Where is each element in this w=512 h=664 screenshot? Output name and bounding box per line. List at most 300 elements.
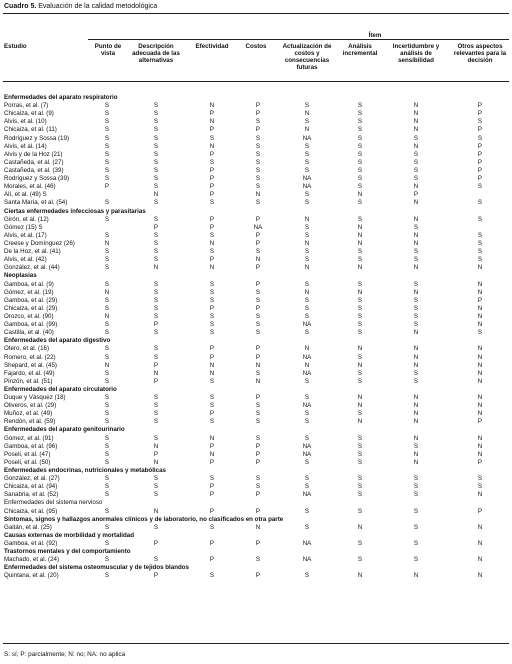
rating-cell: P (209, 183, 215, 191)
rating-cell: N (357, 361, 363, 369)
study-cell: Alvis, et al. (10) (4, 118, 47, 126)
rating-cell: S (104, 102, 110, 110)
rating-cell: P (209, 507, 215, 515)
rating-cell: S (304, 312, 310, 320)
rating-cell: S (357, 304, 363, 312)
study-cell: Alvis, et al. (17) (4, 231, 47, 239)
rating-cell: S (255, 418, 261, 426)
rating-cell: S (357, 329, 363, 337)
col-header-incertidumbre: Incertidumbre y análisis de sensibilidad (392, 43, 440, 64)
rating-cell: S (255, 118, 261, 126)
header-rule (3, 81, 509, 82)
rating-cell: S (304, 483, 310, 491)
study-cell: Gamboa, et al. (92) (4, 540, 58, 548)
rating-cell: P (477, 150, 483, 158)
rating-cell: S (304, 223, 310, 231)
rating-cell: S (153, 166, 159, 174)
rating-cell: N (304, 288, 310, 296)
rating-cell: S (357, 442, 363, 450)
rating-cell: S (477, 256, 483, 264)
rating-cell: S (104, 572, 110, 580)
rating-cell: P (209, 166, 215, 174)
rating-cell: P (477, 142, 483, 150)
table-row (0, 572, 512, 580)
rating-cell: N (209, 102, 215, 110)
study-cell: Duque y Vásquez (18) (4, 394, 66, 402)
rating-cell: N (304, 126, 310, 134)
rating-cell: N (413, 199, 419, 207)
study-cell: Gómez (15) S (4, 223, 43, 231)
rating-cell: S (104, 345, 110, 353)
rating-cell: S (104, 410, 110, 418)
rating-cell: P (255, 345, 261, 353)
rating-cell: P (209, 175, 215, 183)
rating-cell: S (153, 175, 159, 183)
rating-cell: S (255, 142, 261, 150)
rating-cell: N (413, 239, 419, 247)
rating-cell: N (304, 239, 310, 247)
rating-cell: S (413, 134, 419, 142)
rating-cell: S (104, 450, 110, 458)
table-row (0, 491, 512, 499)
study-cell: Pinzón, et al. (51) (4, 377, 53, 385)
rating-cell: N (357, 572, 363, 580)
rating-cell: S (104, 150, 110, 158)
rating-cell: S (304, 507, 310, 515)
rating-cell: N (209, 264, 215, 272)
rating-cell: P (255, 458, 261, 466)
rating-cell: N (477, 304, 483, 312)
table-row (0, 151, 512, 159)
rating-cell: P (255, 126, 261, 134)
rating-cell: N (357, 523, 363, 531)
study-cell: Rodríguez y Sossa (19) (4, 134, 69, 142)
rating-cell: S (477, 134, 483, 142)
rating-cell: S (153, 142, 159, 150)
rating-cell: P (477, 507, 483, 515)
table-row (0, 159, 512, 167)
rating-cell: P (209, 304, 215, 312)
rating-cell: S (153, 483, 159, 491)
rating-cell: S (357, 353, 363, 361)
rating-cell: NA (302, 556, 312, 564)
rating-cell: S (413, 158, 419, 166)
rating-cell: S (357, 369, 363, 377)
rating-cell: S (357, 458, 363, 466)
rating-cell: P (255, 239, 261, 247)
study-cell: Alvis, et al. (14) (4, 142, 47, 150)
rating-cell: S (104, 248, 110, 256)
rating-cell: N (357, 402, 363, 410)
rating-cell: N (413, 231, 419, 239)
table-row (0, 362, 512, 370)
table-row (0, 443, 512, 451)
rating-cell: S (255, 199, 261, 207)
rating-cell: N (477, 345, 483, 353)
col-header-actualizacion: Actualización de costos y consecuencias futuras (282, 43, 332, 71)
rating-cell: NA (302, 450, 312, 458)
study-cell: Creese y Domínguez (26) (4, 239, 75, 247)
study-cell: Alvis, et al. (42) (4, 256, 47, 264)
rating-cell: S (477, 239, 483, 247)
rating-cell: S (477, 199, 483, 207)
rating-cell: NA (302, 321, 312, 329)
rating-cell: N (209, 361, 215, 369)
rating-cell: P (209, 345, 215, 353)
rating-cell: N (477, 450, 483, 458)
table-row (0, 451, 512, 459)
rating-cell: N (255, 377, 261, 385)
study-cell: Gamboa, et al. (29) (4, 296, 58, 304)
rating-cell: S (104, 175, 110, 183)
rating-cell: S (255, 410, 261, 418)
rating-cell: N (413, 215, 419, 223)
study-cell: Chicaiza, et al. (11) (4, 126, 57, 134)
rating-cell: N (255, 361, 261, 369)
rating-cell: N (357, 394, 363, 402)
rating-cell: S (304, 572, 310, 580)
rating-cell: S (153, 280, 159, 288)
rating-cell: N (477, 377, 483, 385)
rating-cell: S (153, 118, 159, 126)
rating-cell: S (209, 475, 215, 483)
rating-cell: P (153, 572, 159, 580)
rating-cell: P (255, 491, 261, 499)
rating-cell: S (413, 483, 419, 491)
table-row (0, 370, 512, 378)
rating-cell: S (255, 475, 261, 483)
rating-cell: S (357, 540, 363, 548)
rating-cell: N (304, 361, 310, 369)
rating-cell: S (357, 296, 363, 304)
rating-cell: S (357, 102, 363, 110)
rating-cell: S (357, 183, 363, 191)
table-row (0, 102, 512, 110)
section-heading: Enfermedades del sistema osteomuscular y de tejidos blandos (4, 564, 189, 572)
rating-cell: S (153, 304, 159, 312)
rating-cell: S (209, 134, 215, 142)
rating-cell: P (209, 215, 215, 223)
rating-cell: NA (302, 491, 312, 499)
rating-cell: P (153, 321, 159, 329)
rating-cell: S (104, 264, 110, 272)
rating-cell: S (209, 231, 215, 239)
rating-cell: P (209, 223, 215, 231)
study-cell: Rodríguez y Sossa (39) (4, 175, 69, 183)
rating-cell: N (153, 458, 159, 466)
rating-cell: P (209, 491, 215, 499)
rating-cell: S (104, 256, 110, 264)
table-row (0, 224, 512, 232)
rating-cell: S (304, 142, 310, 150)
rating-cell: P (255, 264, 261, 272)
rating-cell: S (209, 523, 215, 531)
study-cell: Gaitán, et al. (25) (4, 523, 52, 531)
rating-cell: S (209, 280, 215, 288)
rating-cell: S (209, 329, 215, 337)
rating-cell: S (255, 288, 261, 296)
rating-cell: NA (302, 369, 312, 377)
rating-cell: N (153, 369, 159, 377)
rating-cell: S (413, 150, 419, 158)
table-row (0, 313, 512, 321)
rating-cell: S (153, 288, 159, 296)
rating-cell: P (255, 215, 261, 223)
rating-cell: N (413, 183, 419, 191)
rating-cell: N (255, 191, 261, 199)
rating-cell: S (104, 134, 110, 142)
study-cell: Porras, et al. (7) (4, 102, 49, 110)
rating-cell: S (104, 353, 110, 361)
rating-cell: S (153, 491, 159, 499)
rating-cell: N (413, 118, 419, 126)
rating-cell: N (413, 142, 419, 150)
rating-cell: N (357, 231, 363, 239)
rating-cell: P (209, 540, 215, 548)
rating-cell: P (209, 191, 215, 199)
table-row (0, 143, 512, 151)
rating-cell: S (209, 312, 215, 320)
section-heading: Trastornos mentales y del comportamiento (4, 548, 131, 556)
rating-cell: S (255, 321, 261, 329)
rating-cell: S (413, 507, 419, 515)
rating-cell: NA (302, 134, 312, 142)
rating-cell: S (209, 418, 215, 426)
table-row (0, 435, 512, 443)
rating-cell: P (255, 450, 261, 458)
table-row (0, 118, 512, 126)
table-title (4, 3, 157, 10)
rating-cell: S (153, 134, 159, 142)
rating-cell: N (357, 223, 363, 231)
table-row (0, 264, 512, 272)
table-row (0, 216, 512, 224)
rating-cell: S (413, 312, 419, 320)
rating-cell: N (477, 523, 483, 531)
study-cell: Girón, et al. (12) (4, 215, 49, 223)
table-row (0, 354, 512, 362)
rating-cell: S (209, 296, 215, 304)
rating-cell: S (153, 523, 159, 531)
rating-cell: S (413, 304, 419, 312)
section-heading: Enfermedades del aparato genitourinario (4, 426, 125, 434)
rating-cell: S (153, 248, 159, 256)
study-cell: Gamboa, et al. (9) (4, 280, 54, 288)
rating-cell: N (304, 345, 310, 353)
table-row (0, 418, 512, 426)
rating-cell: S (104, 142, 110, 150)
rating-cell: P (477, 126, 483, 134)
rating-cell: P (255, 280, 261, 288)
rating-cell: S (255, 296, 261, 304)
rating-cell: S (304, 410, 310, 418)
rating-cell: P (477, 166, 483, 174)
study-cell: Castañeda, et al. (39) (4, 166, 64, 174)
rating-cell: S (153, 329, 159, 337)
rating-cell: N (477, 264, 483, 272)
rating-cell: S (357, 556, 363, 564)
table-row (0, 175, 512, 183)
rating-cell: NA (302, 175, 312, 183)
rating-cell: N (413, 450, 419, 458)
rating-cell: S (304, 377, 310, 385)
items-rule (88, 39, 509, 40)
rating-cell: S (413, 377, 419, 385)
rating-cell: P (209, 556, 215, 564)
study-cell: Muñoz, et al. (49) (4, 410, 53, 418)
rating-cell: N (209, 369, 215, 377)
rating-cell: S (357, 256, 363, 264)
rating-cell: S (255, 158, 261, 166)
table-row (0, 321, 512, 329)
rating-cell: S (413, 248, 419, 256)
rating-cell: S (209, 394, 215, 402)
rating-cell: S (255, 175, 261, 183)
rating-cell: S (357, 450, 363, 458)
table-row (0, 402, 512, 410)
rating-cell: S (209, 321, 215, 329)
rating-cell: S (153, 296, 159, 304)
rating-cell: S (413, 223, 419, 231)
rating-cell: S (357, 248, 363, 256)
rating-cell: N (413, 126, 419, 134)
rating-cell: N (104, 312, 110, 320)
rating-cell: S (304, 523, 310, 531)
study-cell: Chicaiza, et al. (9) (4, 110, 54, 118)
study-cell: Chicaiza, et al. (29) (4, 304, 58, 312)
rating-cell: S (153, 199, 159, 207)
rating-cell: S (104, 296, 110, 304)
rating-cell: S (304, 231, 310, 239)
rating-cell: S (104, 215, 110, 223)
table-row (0, 110, 512, 118)
rating-cell: S (304, 248, 310, 256)
rating-cell: S (153, 475, 159, 483)
table-row (0, 297, 512, 305)
rating-cell: N (357, 191, 363, 199)
rating-cell: N (357, 239, 363, 247)
rating-cell: N (477, 434, 483, 442)
rating-cell: P (477, 296, 483, 304)
table-row (0, 329, 512, 337)
rating-cell: S (209, 288, 215, 296)
section-heading: Síntomas, signos y hallazgos anormales clínicos y de laboratorio, no clasificados en otra parte (4, 515, 284, 523)
rating-cell: S (153, 102, 159, 110)
rating-cell: P (413, 191, 419, 199)
rating-cell: S (357, 166, 363, 174)
rating-cell: P (255, 231, 261, 239)
rating-cell: S (255, 434, 261, 442)
rating-cell: S (357, 507, 363, 515)
rating-cell: S (104, 475, 110, 483)
rating-cell: S (153, 150, 159, 158)
study-cell: González, et al. (44) (4, 264, 60, 272)
rating-cell: S (104, 377, 110, 385)
section-heading: Neoplasias (4, 272, 37, 280)
rating-cell: S (255, 134, 261, 142)
study-cell: Gamboa, et al. (99) (4, 321, 58, 329)
rating-cell: S (304, 158, 310, 166)
study-cell: De la Hoz, et al. (41) (4, 248, 61, 256)
rating-cell: S (153, 126, 159, 134)
table-row (0, 540, 512, 548)
rating-cell: N (477, 442, 483, 450)
rating-cell: S (104, 402, 110, 410)
rating-cell: S (357, 280, 363, 288)
rating-cell: N (477, 410, 483, 418)
rating-cell: S (357, 491, 363, 499)
rating-cell: S (357, 142, 363, 150)
table-row (0, 394, 512, 402)
rating-cell: NA (302, 402, 312, 410)
table-row (0, 135, 512, 143)
rating-cell: S (209, 402, 215, 410)
rating-cell: S (255, 329, 261, 337)
rating-cell: S (104, 118, 110, 126)
rating-cell: N (477, 288, 483, 296)
rating-cell: P (477, 102, 483, 110)
rating-cell: S (153, 256, 159, 264)
study-cell: Fajardo, et al. (49) (4, 369, 55, 377)
table-caption: Evaluación de la calidad metodológica (38, 3, 158, 10)
study-cell: Otero, et al. (16) (4, 345, 50, 353)
rating-cell: S (153, 410, 159, 418)
rating-cell: S (357, 134, 363, 142)
rating-cell: S (304, 475, 310, 483)
rating-cell: S (255, 556, 261, 564)
rating-cell: S (153, 239, 159, 247)
rating-cell: N (477, 353, 483, 361)
rating-cell: P (209, 353, 215, 361)
rating-cell: N (413, 410, 419, 418)
table-row (0, 126, 512, 134)
rating-cell: S (104, 418, 110, 426)
rating-cell: N (413, 288, 419, 296)
rating-cell: S (255, 312, 261, 320)
rating-cell: P (477, 458, 483, 466)
rating-cell: S (413, 442, 419, 450)
rating-cell: S (255, 402, 261, 410)
table-row (0, 167, 512, 175)
col-header-costos: Costos (245, 43, 267, 50)
rating-cell: N (413, 264, 419, 272)
table-number: Cuadro 5. (4, 3, 37, 10)
rating-cell: S (357, 434, 363, 442)
rating-cell: S (255, 369, 261, 377)
rating-cell: S (153, 394, 159, 402)
rating-cell: S (104, 458, 110, 466)
rating-cell: S (104, 166, 110, 174)
rating-cell: S (413, 280, 419, 288)
rating-cell: N (209, 118, 215, 126)
table-row (0, 240, 512, 248)
rating-cell: N (413, 110, 419, 118)
section-heading: Enfermedades del aparato digestivo (4, 337, 111, 345)
rating-cell: N (413, 402, 419, 410)
table-row (0, 508, 512, 516)
rating-cell: P (209, 458, 215, 466)
rating-cell: N (209, 239, 215, 247)
rating-cell: S (153, 183, 159, 191)
rating-cell: N (255, 523, 261, 531)
rating-cell: N (413, 361, 419, 369)
rating-cell: S (153, 110, 159, 118)
rating-cell: S (357, 483, 363, 491)
rating-cell: S (357, 475, 363, 483)
study-cell: Gómez, et al. (19) (4, 288, 54, 296)
rating-cell: S (477, 231, 483, 239)
section-heading: Enfermedades del aparato respiratorio (4, 94, 118, 101)
